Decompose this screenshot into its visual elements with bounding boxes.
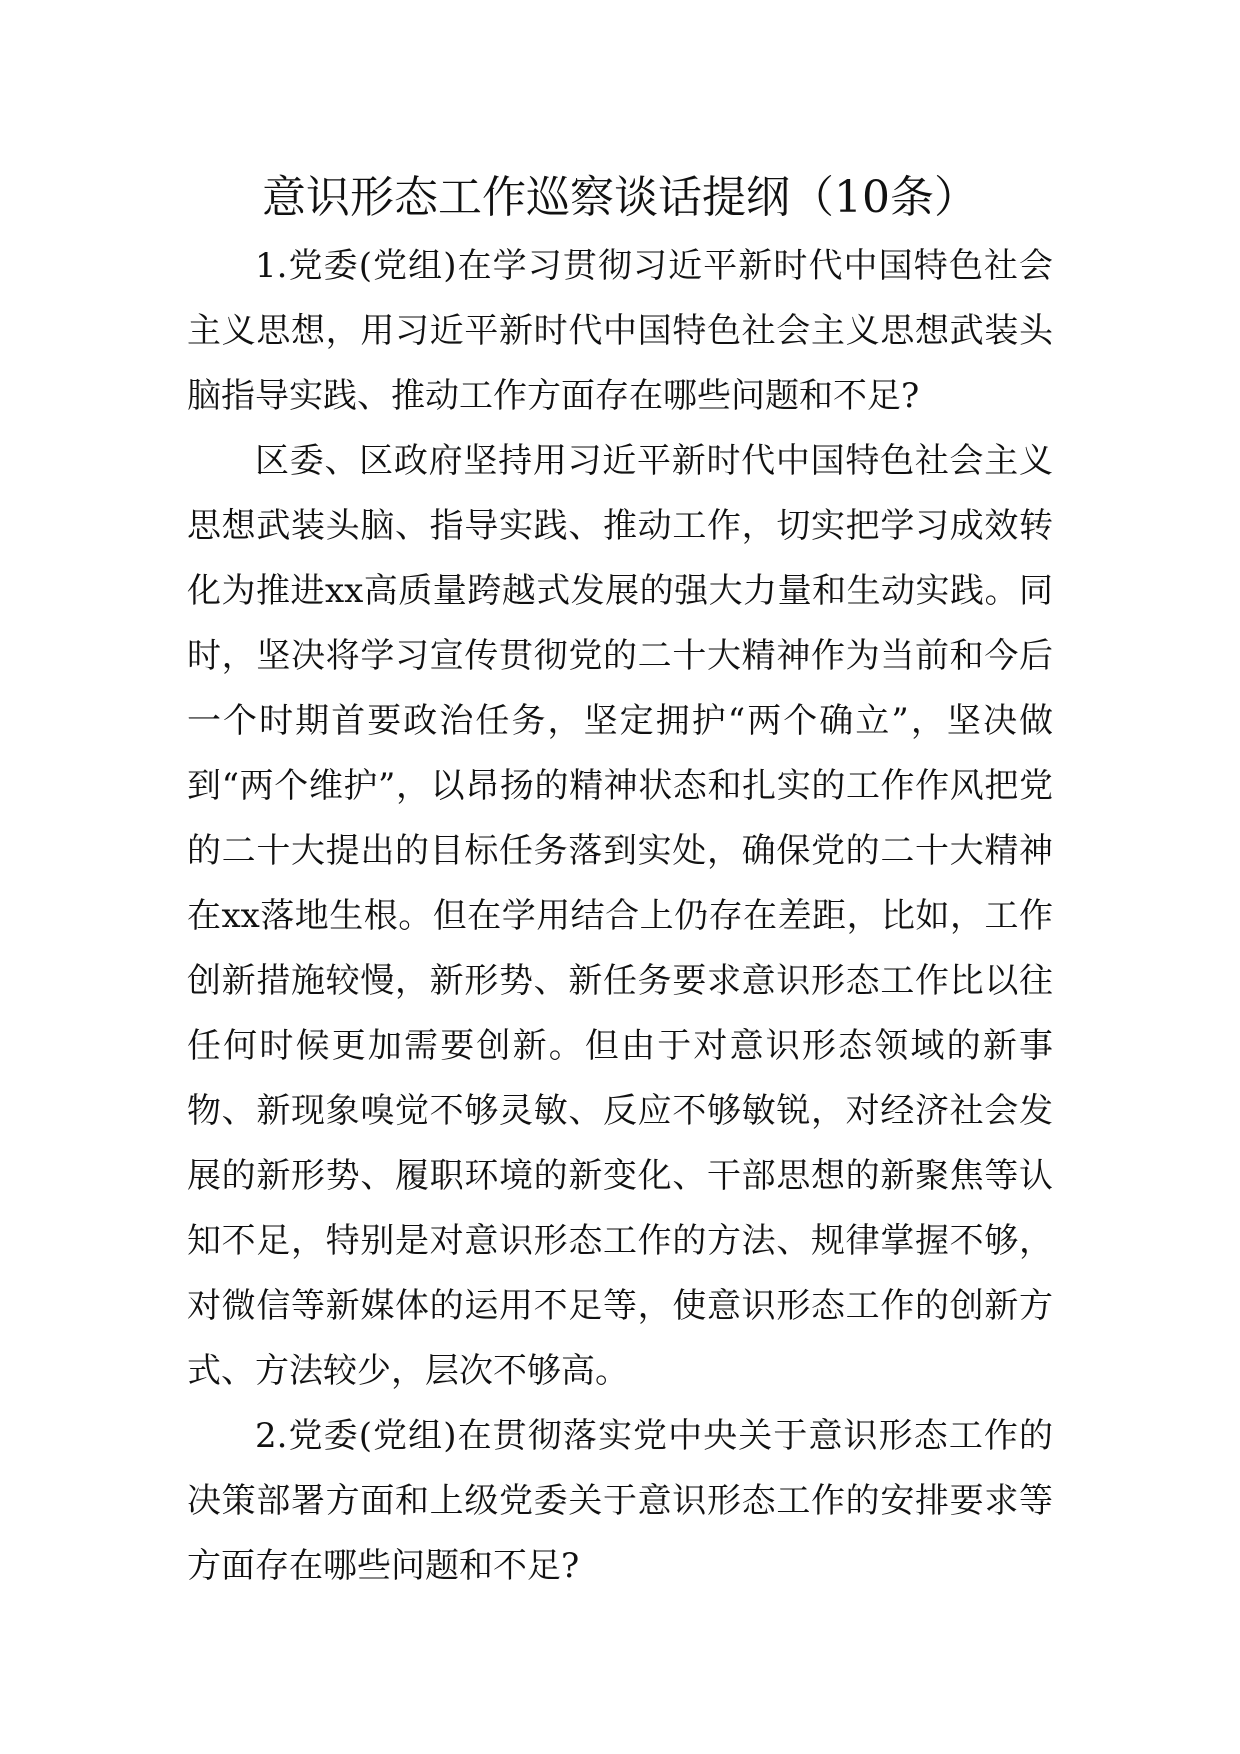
document-body (187, 234, 1053, 1599)
paragraph-question-2: 2.党委(党组)在贯彻落实党中央关于意识形态工作的决策部署方面和上级党委关于意识形态工作的安排要求等方面存在哪些问题和不足? (187, 1416, 1053, 1586)
paragraph-question-1: 1.党委(党组)在学习贯彻习近平新时代中国特色社会主义思想，用习近平新时代中国特色社会主义思想武装头脑指导实践、推动工作方面存在哪些问题和不足? (187, 246, 1053, 416)
document-title: 意识形态工作巡察谈话提纲（10条） (262, 172, 978, 223)
paragraph-answer-1: 区委、区政府坚持用习近平新时代中国特色社会主义思想武装头脑、指导实践、推动工作，切实把学习成效转化为推进xx高质量跨越式发展的强大力量和生动实践。同时，坚决将学习宣传贯彻党的二十大精神作为当前和今后一个时期首要政治任务，坚定拥护“两个确立”，坚决做到“两个维护”，以昂扬的精神状态和扎实的工作作风把党的二十大提出的目标任务落到实处，确保党的二十大精神在xx落地生根。但在学用结合上仍存在差距，比如，工作创新措施较慢，新形势、新任务要求意识形态工作比以往任何时候更加需要创新。但由于对意识形态领域的新事物、新现象嗅觉不够灵敏、反应不够敏锐，对经济社会发展的新形势、履职环境的新变化、干部思想的新聚焦等认知不足，特别是对意识形态工作的方法、规律掌握不够，对微信等新媒体的运用不足等，使意识形态工作的创新方式、方法较少，层次不够高。 (187, 441, 1053, 1391)
